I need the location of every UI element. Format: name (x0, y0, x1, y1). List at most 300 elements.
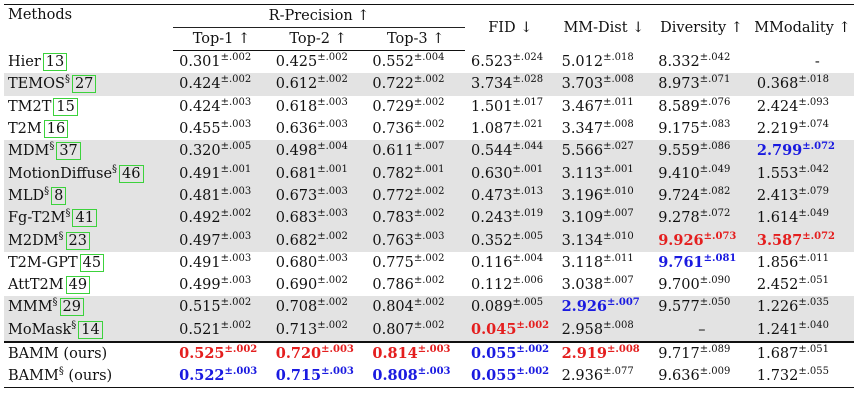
metric-cell-diversity (652, 229, 751, 251)
citation-link[interactable]: 15 (53, 98, 77, 116)
table-row (4, 296, 854, 318)
metric-cell-diversity (652, 118, 751, 140)
metric-cell-mm-dist (556, 252, 653, 274)
metric-value (658, 346, 730, 362)
metric-mean: 0.491 (179, 165, 221, 182)
metric-value (471, 230, 544, 249)
metric-cell-top3 (366, 73, 465, 95)
metric-mean: 2.799 (756, 142, 803, 160)
metric-mean: 0.481 (179, 187, 221, 204)
metric-std: ±.044 (512, 141, 544, 153)
metric-value (471, 252, 544, 271)
metric-std: ±.003 (317, 96, 348, 108)
metric-cell-mm-dist (556, 96, 653, 118)
metric-std: ±.005 (512, 297, 544, 309)
metric-std: ±.007 (413, 141, 445, 153)
method-name: T2M-GPT (8, 254, 78, 271)
metric-value (562, 143, 634, 159)
metric-std: ±.002 (220, 52, 252, 64)
metric-std: ±.018 (603, 51, 634, 63)
metric-mean: 0.055 (471, 345, 517, 362)
metric-value (372, 54, 444, 70)
metric-mean: 3.196 (561, 187, 604, 204)
metric-mean: 0.368 (756, 76, 799, 93)
metric-cell-mmodality (751, 162, 854, 184)
metric-cell-top1 (173, 51, 270, 74)
table-row (4, 274, 854, 296)
metric-std: ±.005 (512, 230, 544, 242)
metric-value (372, 121, 444, 137)
metric-mean: 0.612 (275, 76, 318, 93)
header-methods: Methods (4, 5, 173, 51)
citation-link[interactable]: 29 (60, 298, 84, 316)
metric-std: ±.003 (220, 119, 252, 131)
metric-value (275, 252, 348, 271)
metric-value (179, 299, 251, 315)
metric-mean: 9.717 (658, 346, 700, 362)
metric-mean: 1.614 (756, 210, 799, 227)
metric-value (372, 367, 450, 384)
metric-cell-top2 (270, 229, 367, 251)
method-name-cell (4, 252, 173, 274)
method-name: MoMask (8, 321, 72, 338)
metric-mean: 9.410 (658, 165, 700, 182)
metric-std: ±.002 (413, 297, 445, 309)
metric-mean: 1.087 (471, 121, 513, 138)
method-name: T2M (8, 121, 42, 138)
method-name-cell (4, 296, 173, 318)
method-name: BAMM (8, 368, 59, 385)
table-row (4, 207, 854, 229)
metric-value (658, 185, 731, 204)
metric-value (562, 345, 640, 362)
table-row (4, 162, 854, 184)
metric-mean: 0.320 (179, 143, 221, 160)
metric-value (372, 252, 445, 271)
metric-value (276, 76, 348, 92)
table-row (4, 365, 854, 388)
table-row (4, 319, 854, 342)
metric-value (179, 96, 252, 115)
metric-mean: 1.553 (756, 165, 799, 182)
metric-cell-top2 (270, 296, 367, 318)
metric-std: ±.072 (802, 230, 835, 242)
method-name: MDM (8, 143, 50, 160)
metric-cell-top1 (173, 96, 270, 118)
metric-cell-mm-dist (556, 185, 653, 207)
metric-mean: 3.467 (561, 98, 604, 115)
metric-mean: 0.736 (372, 121, 414, 138)
metric-mean: 2.219 (756, 121, 799, 138)
method-name: MotionDiffuse (8, 165, 113, 182)
metric-mean: 5.012 (561, 53, 604, 70)
metric-value (372, 299, 444, 315)
metric-std: ±.004 (512, 252, 544, 264)
metric-mean: 0.729 (372, 98, 414, 115)
metric-std: ±.074 (798, 119, 830, 131)
metric-mean: 0.425 (275, 54, 318, 71)
metric-cell-mm-dist (556, 229, 653, 251)
metric-std: ±.003 (413, 230, 445, 242)
metric-std: ±.081 (703, 252, 737, 264)
metric-mean: 0.630 (471, 165, 513, 182)
metric-cell-top3 (366, 319, 465, 342)
metric-std: ±.002 (413, 74, 445, 86)
metric-value (471, 299, 543, 315)
metric-std: ±.002 (220, 208, 252, 220)
metric-std: ±.003 (220, 230, 252, 242)
metric-std: ±.003 (317, 252, 348, 264)
metric-std: ±.002 (317, 52, 348, 64)
metric-mean: 9.278 (658, 210, 700, 227)
metric-cell-diversity (652, 274, 751, 296)
metric-value (471, 143, 543, 159)
metric-value (658, 51, 731, 70)
metric-value (658, 254, 736, 271)
metric-cell-fid (465, 319, 556, 342)
metric-value (561, 319, 634, 338)
metric-cell-top2 (270, 365, 367, 388)
metric-cell-mmodality (751, 319, 854, 342)
metric-cell-mmodality (751, 274, 854, 296)
metric-mean: 0.783 (372, 210, 414, 227)
metric-value (756, 252, 830, 271)
metric-cell-top2 (270, 342, 367, 365)
metric-value (275, 163, 348, 182)
metric-mean: 0.683 (275, 210, 318, 227)
table-body (4, 51, 854, 388)
metric-mean: 9.724 (658, 187, 700, 204)
metric-mean: 0.682 (275, 232, 318, 249)
method-name-cell (4, 319, 173, 342)
metric-mean: 8.332 (658, 53, 700, 70)
metric-std: ±.011 (798, 252, 830, 264)
metric-mean: 0.782 (372, 165, 414, 182)
header-mm-dist: MM-Dist ↓ (556, 5, 653, 51)
citation-link[interactable]: 45 (80, 254, 104, 272)
metric-mean: 1.501 (471, 98, 513, 115)
metric-value (562, 121, 634, 137)
metric-cell-mmodality (751, 296, 854, 318)
method-name-cell (4, 342, 173, 365)
metric-value (276, 367, 354, 384)
metric-cell-diversity (652, 296, 751, 318)
method-superscript: § (58, 366, 64, 378)
metric-cell-fid (465, 229, 556, 251)
metric-mean: 3.118 (561, 254, 604, 271)
metric-cell-mmodality (751, 252, 854, 274)
metric-mean: 9.577 (658, 299, 700, 316)
metric-value (658, 322, 705, 338)
metric-mean: 0.301 (179, 54, 221, 71)
metric-std: ±.018 (798, 74, 830, 86)
metric-mean: 0.611 (372, 143, 414, 160)
metric-std: ±.002 (220, 297, 252, 309)
metric-mean: 8.589 (658, 98, 700, 115)
header-mmodality: MModality ↑ (751, 5, 854, 51)
metric-std: ±.002 (413, 119, 445, 131)
metric-value (561, 185, 634, 204)
metric-value (658, 368, 730, 384)
metric-mean: 0.352 (471, 232, 513, 249)
citation-link[interactable]: 49 (66, 276, 90, 294)
results-table (4, 4, 854, 388)
metric-std: ±.090 (699, 275, 731, 287)
metric-mean: 0.499 (179, 277, 221, 294)
metric-cell-top2 (270, 162, 367, 184)
metric-cell-mmodality (751, 51, 854, 74)
method-name: AttT2M (8, 277, 64, 294)
metric-value (179, 54, 251, 70)
table-row (4, 96, 854, 118)
metric-cell-top1 (173, 365, 270, 388)
metric-std: ±.028 (512, 74, 544, 86)
metric-value (179, 252, 252, 271)
metric-std: ±.076 (699, 96, 731, 108)
metric-std: ±.002 (413, 275, 445, 287)
metric-mean: 0.455 (179, 121, 221, 138)
metric-std: ±.051 (798, 275, 830, 287)
metric-mean: 9.175 (658, 121, 700, 138)
metric-std: ±.008 (603, 119, 634, 131)
metric-cell-top2 (270, 274, 367, 296)
header-top3: Top-3 ↑ (366, 28, 465, 51)
metric-mean: 3.134 (561, 232, 604, 249)
metric-mean: 0.713 (275, 321, 318, 338)
metric-value (471, 96, 544, 115)
metric-mean: 9.559 (658, 143, 700, 160)
metric-cell-diversity (652, 365, 751, 388)
metric-std: ±.003 (220, 275, 252, 287)
metric-mean: 3.587 (756, 231, 803, 249)
metric-cell-top3 (366, 118, 465, 140)
metric-cell-diversity (652, 207, 751, 229)
method-superscript: § (58, 230, 64, 242)
citation-link[interactable]: 13 (43, 53, 67, 71)
metric-mean: 2.919 (561, 345, 607, 362)
metric-std: ±.001 (220, 163, 252, 175)
metric-std: ±.003 (317, 119, 348, 131)
method-name-cell (4, 162, 173, 184)
metric-std: ±.006 (512, 275, 544, 287)
metric-cell-top1 (173, 252, 270, 274)
metric-value (471, 345, 549, 362)
citation-link[interactable]: 23 (66, 232, 90, 250)
metric-std: ±.003 (220, 252, 252, 264)
metric-cell-top2 (270, 319, 367, 342)
metric-mean: 0.473 (471, 187, 513, 204)
table-row (4, 73, 854, 95)
metric-cell-fid (465, 73, 556, 95)
metric-cell-mm-dist (556, 319, 653, 342)
metric-std: ±.093 (798, 96, 830, 108)
metric-std: ±.035 (798, 297, 830, 309)
method-name-suffix: (ours) (63, 368, 113, 385)
metric-value (561, 230, 634, 249)
metric-std: ±.073 (703, 230, 737, 242)
metric-std: ±.003 (321, 366, 354, 378)
metric-std: ±.011 (603, 96, 634, 108)
metric-cell-top1 (173, 319, 270, 342)
metric-mean: 6.523 (471, 53, 513, 70)
metric-cell-top1 (173, 229, 270, 251)
metric-cell-mm-dist (556, 118, 653, 140)
metric-std: ±.003 (321, 344, 354, 355)
method-name-cell (4, 207, 173, 229)
metric-mean: 0.772 (372, 187, 414, 204)
metric-mean: 0.715 (275, 367, 322, 385)
metric-mean: 2.958 (561, 321, 604, 338)
metric-cell-top2 (270, 207, 367, 229)
header-fid: FID ↓ (465, 5, 556, 51)
metric-mean: 2.926 (561, 298, 607, 316)
metric-mean: 0.498 (275, 143, 318, 160)
metric-cell-top3 (366, 296, 465, 318)
metric-std: ±.007 (603, 208, 634, 220)
metric-cell-diversity (652, 73, 751, 95)
metric-mean: – (698, 321, 706, 338)
metric-mean: 3.347 (561, 121, 604, 138)
metric-mean: 0.690 (275, 277, 318, 294)
metric-value (756, 163, 830, 182)
metric-value (757, 346, 829, 362)
metric-cell-mmodality (751, 96, 854, 118)
metric-mean: 5.566 (561, 143, 604, 160)
metric-cell-fid (465, 274, 556, 296)
header-top2: Top-2 ↑ (270, 28, 367, 51)
metric-cell-top1 (173, 118, 270, 140)
metric-std: ±.009 (699, 366, 731, 378)
citation-link[interactable]: 14 (78, 321, 102, 339)
metric-cell-mmodality (751, 342, 854, 365)
metric-cell-diversity (652, 140, 751, 162)
metric-std: ±.086 (699, 141, 731, 153)
metric-cell-mm-dist (556, 342, 653, 365)
metric-value (757, 54, 820, 70)
metric-std: ±.079 (798, 185, 830, 197)
metric-std: ±.002 (413, 96, 445, 108)
metric-cell-mmodality (751, 229, 854, 251)
citation-link[interactable]: 16 (44, 120, 68, 138)
metric-std: ±.083 (699, 119, 731, 131)
metric-cell-mm-dist (556, 365, 653, 388)
metric-std: ±.055 (798, 366, 830, 378)
citation-link[interactable]: 41 (72, 209, 96, 227)
metric-value (179, 121, 251, 137)
metric-std: ±.003 (317, 185, 348, 197)
metric-cell-top2 (270, 185, 367, 207)
metric-cell-fid (465, 185, 556, 207)
metric-cell-fid (465, 342, 556, 365)
metric-mean: 0.497 (179, 232, 221, 249)
metric-value (372, 76, 444, 92)
metric-cell-top1 (173, 296, 270, 318)
citation-link[interactable]: 27 (72, 75, 96, 93)
method-name-cell (4, 185, 173, 207)
metric-std: ±.008 (603, 319, 634, 331)
metric-cell-top1 (173, 162, 270, 184)
metric-cell-diversity (652, 342, 751, 365)
metric-value (275, 96, 348, 115)
metric-cell-mmodality (751, 365, 854, 388)
metric-mean: 2.413 (756, 187, 799, 204)
metric-cell-top3 (366, 365, 465, 388)
metric-std: ±.051 (798, 344, 830, 355)
header-r-precision: R-Precision ↑ (173, 5, 465, 28)
citation-link[interactable]: 37 (56, 142, 80, 160)
metric-mean: 0.055 (471, 367, 517, 385)
metric-std: ±.040 (798, 319, 830, 331)
metric-std: ±.089 (699, 344, 731, 355)
metric-std: ±.027 (603, 141, 634, 153)
metric-cell-top2 (270, 252, 367, 274)
metric-value (658, 76, 730, 92)
metric-cell-fid (465, 162, 556, 184)
metric-std: ±.002 (413, 185, 445, 197)
metric-value (372, 230, 445, 249)
metric-value (372, 345, 450, 362)
method-name-cell (4, 140, 173, 162)
metric-std: ±.004 (413, 52, 445, 64)
metric-cell-mm-dist (556, 51, 653, 74)
metric-cell-top3 (366, 162, 465, 184)
metric-std: ±.010 (603, 230, 634, 242)
metric-std: ±.072 (699, 208, 731, 220)
metric-cell-mm-dist (556, 162, 653, 184)
metric-value (179, 143, 251, 159)
metric-mean: 0.618 (275, 98, 318, 115)
metric-mean: 0.807 (372, 321, 414, 338)
metric-cell-diversity (652, 96, 751, 118)
citation-link[interactable]: 46 (119, 165, 143, 183)
metric-std: ±.001 (603, 163, 634, 175)
method-name: Hier (8, 53, 41, 70)
table-row (4, 51, 854, 74)
metric-cell-top1 (173, 342, 270, 365)
method-name: MLD (8, 187, 45, 204)
method-name-cell (4, 51, 173, 74)
metric-cell-top2 (270, 51, 367, 74)
metric-mean: 9.700 (658, 277, 700, 294)
metric-std: ±.001 (317, 163, 348, 175)
metric-std: ±.017 (512, 96, 544, 108)
metric-mean: 9.636 (658, 368, 700, 385)
metric-value (275, 319, 348, 338)
citation-link[interactable]: 8 (51, 187, 66, 205)
metric-std: ±.049 (699, 163, 731, 175)
method-name: MMM (8, 299, 53, 316)
metric-value (757, 368, 829, 384)
metric-std: ±.002 (516, 366, 550, 378)
method-superscript: § (44, 185, 50, 197)
method-superscript: § (52, 297, 58, 309)
metric-mean: 3.703 (561, 76, 604, 93)
metric-value (179, 163, 252, 182)
metric-mean: 0.775 (372, 254, 414, 271)
metric-value (275, 185, 348, 204)
metric-cell-fid (465, 140, 556, 162)
metric-value (658, 210, 730, 226)
metric-mean: 1.732 (756, 368, 799, 385)
metric-mean: 0.636 (275, 121, 318, 138)
metric-value (275, 230, 348, 249)
metric-std: ±.002 (516, 319, 550, 331)
metric-value (372, 210, 444, 226)
metric-std: ±.002 (317, 297, 348, 309)
metric-std: ±.019 (512, 208, 544, 220)
metric-std: ±.003 (220, 185, 252, 197)
metric-cell-mm-dist (556, 73, 653, 95)
